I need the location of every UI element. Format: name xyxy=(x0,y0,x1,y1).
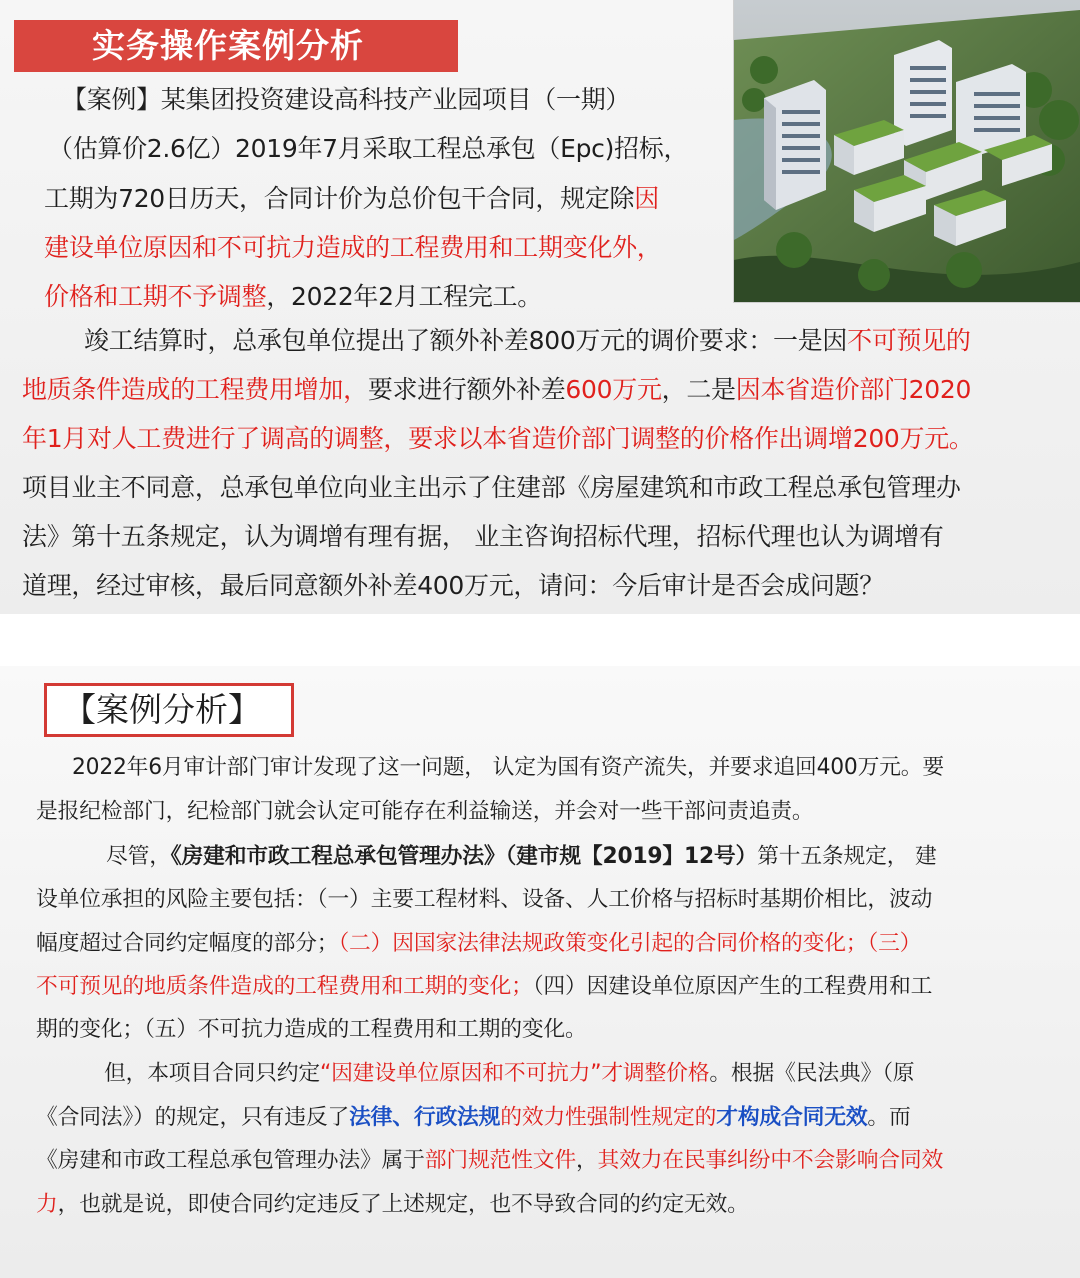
analysis-line-9-segment: 法律、行政法规 xyxy=(349,1105,501,1130)
analysis-line-10-segment: 其效力在民事纠纷中不会影响合同效 xyxy=(597,1148,944,1173)
case-line-1 xyxy=(62,84,630,116)
analysis-line-3-segment: 《房建和市政工程总承包管理办法》（建市规【2019】12号） xyxy=(170,844,758,869)
case-line-5 xyxy=(44,281,542,313)
case-line-4-segment: 建设单位原因和不可抗力造成的工程费用和工期变化外， xyxy=(44,233,662,262)
analysis-line-10-segment: ， xyxy=(575,1148,598,1173)
case-line-6-segment: 竣工结算时，总承包单位提出了额外补差800万元的调价要求：一是因 xyxy=(84,326,848,355)
analysis-heading: 【案例分析】 xyxy=(44,683,294,737)
analysis-line-3 xyxy=(106,842,937,872)
case-line-1-segment: 【案例】某集团投资建设高科技产业园项目（一期） xyxy=(62,85,631,114)
analysis-line-6-segment: 不可预见的地质条件造成的工程费用和工期的变化； xyxy=(36,974,533,999)
analysis-line-5-segment: （二）因国家法律法规政策变化引起的合同价格的变化；（三） xyxy=(338,931,922,956)
analysis-line-5 xyxy=(36,929,921,959)
analysis-slide xyxy=(0,666,1080,1278)
analysis-line-10-segment: 《房建和市政工程总承包管理办法》属于 xyxy=(36,1148,425,1173)
analysis-line-8 xyxy=(104,1059,914,1089)
analysis-line-3-segment: 第十五条规定， 建 xyxy=(757,844,937,869)
case-line-11 xyxy=(22,570,884,602)
case-line-6-segment: 不可预见的 xyxy=(847,326,971,355)
case-line-5-segment: 价格和工期不予调整 xyxy=(44,282,267,311)
case-line-6 xyxy=(84,325,971,357)
case-line-2 xyxy=(48,133,688,165)
case-line-7-segment: ，二是 xyxy=(661,375,736,404)
analysis-line-11-segment: ，也就是说，即使合同约定违反了上述规定，也不导致合同的约定无效。 xyxy=(57,1192,749,1217)
analysis-line-11 xyxy=(36,1190,749,1220)
slide-title: 实务操作案例分析 xyxy=(14,20,458,72)
analysis-line-8-segment: 。根据《民法典》（原 xyxy=(709,1061,915,1086)
analysis-line-3-segment: 尽管， xyxy=(106,844,171,869)
case-line-4 xyxy=(44,232,662,264)
analysis-line-5-segment: 幅度超过合同约定幅度的部分； xyxy=(36,931,339,956)
analysis-line-9-segment: 。而 xyxy=(867,1105,911,1130)
analysis-line-7-segment: 期的变化；（五）不可抗力造成的工程费用和工期的变化。 xyxy=(36,1017,587,1042)
analysis-line-4 xyxy=(36,885,932,915)
analysis-line-1-segment: 2022年6月审计部门审计发现了这一问题， 认定为国有资产流失，并要求追回400万元。要 xyxy=(72,755,944,780)
case-line-2-segment: （估算价2.6亿）2019年7月采取工程总承包（Epc)招标， xyxy=(48,134,689,163)
case-line-3-segment: 因 xyxy=(634,184,659,213)
analysis-line-1 xyxy=(72,753,944,783)
analysis-line-4-segment: 设单位承担的风险主要包括：（一）主要工程材料、设备、人工价格与招标时基期价相比，波动 xyxy=(36,887,933,912)
analysis-line-7 xyxy=(36,1015,587,1045)
analysis-line-2 xyxy=(36,797,814,827)
case-line-10-segment: 法》第十五条规定，认为调增有理有据， 业主咨询招标代理，招标代理也认为调增有 xyxy=(22,522,944,551)
analysis-line-11-segment: 力 xyxy=(36,1192,58,1217)
case-line-9-segment: 项目业主不同意，总承包单位向业主出示了住建部《房屋建筑和市政工程总承包管理办 xyxy=(22,473,961,502)
case-line-3-segment: 工期为720日历天，合同计价为总价包干合同，规定除 xyxy=(44,184,635,213)
case-slide xyxy=(0,0,1080,614)
analysis-line-9-segment: 的效力性强制性规定的 xyxy=(500,1105,717,1130)
case-line-7-segment: 要求进行额外补差 xyxy=(367,375,566,404)
analysis-line-9-segment: 才构成合同无效 xyxy=(716,1105,868,1130)
case-line-9 xyxy=(22,472,961,504)
case-line-11-segment: 道理，经过审核，最后同意额外补差400万元，请问：今后审计是否会成问题？ xyxy=(22,571,884,600)
case-line-3 xyxy=(44,183,659,215)
case-line-8-segment: 年1月对人工费进行了调高的调整，要求以本省造价部门调整的价格作出调增200万元。 xyxy=(22,424,974,453)
analysis-line-9-segment: 《合同法》）的规定，只有违反了 xyxy=(36,1105,350,1130)
analysis-line-9 xyxy=(36,1103,911,1133)
analysis-line-6-segment: （四）因建设单位原因产生的工程费用和工 xyxy=(532,974,933,999)
analysis-line-8-segment: “因建设单位原因和不可抗力”才调整价格 xyxy=(319,1061,710,1086)
case-line-7-segment: 因本省造价部门2020 xyxy=(735,375,972,404)
case-line-10 xyxy=(22,521,944,553)
case-line-7-segment: 地质条件造成的工程费用增加， xyxy=(22,375,368,404)
industrial-park-rendering-image xyxy=(734,0,1080,302)
case-line-5-segment: ，2022年2月工程完工。 xyxy=(266,282,542,311)
analysis-line-2-segment: 是报纪检部门，纪检部门就会认定可能存在利益输送，并会对一些干部问责追责。 xyxy=(36,799,814,824)
analysis-line-10 xyxy=(36,1146,943,1176)
case-line-7 xyxy=(22,374,971,406)
analysis-line-10-segment: 部门规范性文件 xyxy=(424,1148,576,1173)
analysis-line-6 xyxy=(36,972,932,1002)
analysis-line-8-segment: 但，本项目合同只约定 xyxy=(104,1061,320,1086)
case-line-8 xyxy=(22,423,974,455)
case-line-7-segment: 600万元 xyxy=(565,375,662,404)
